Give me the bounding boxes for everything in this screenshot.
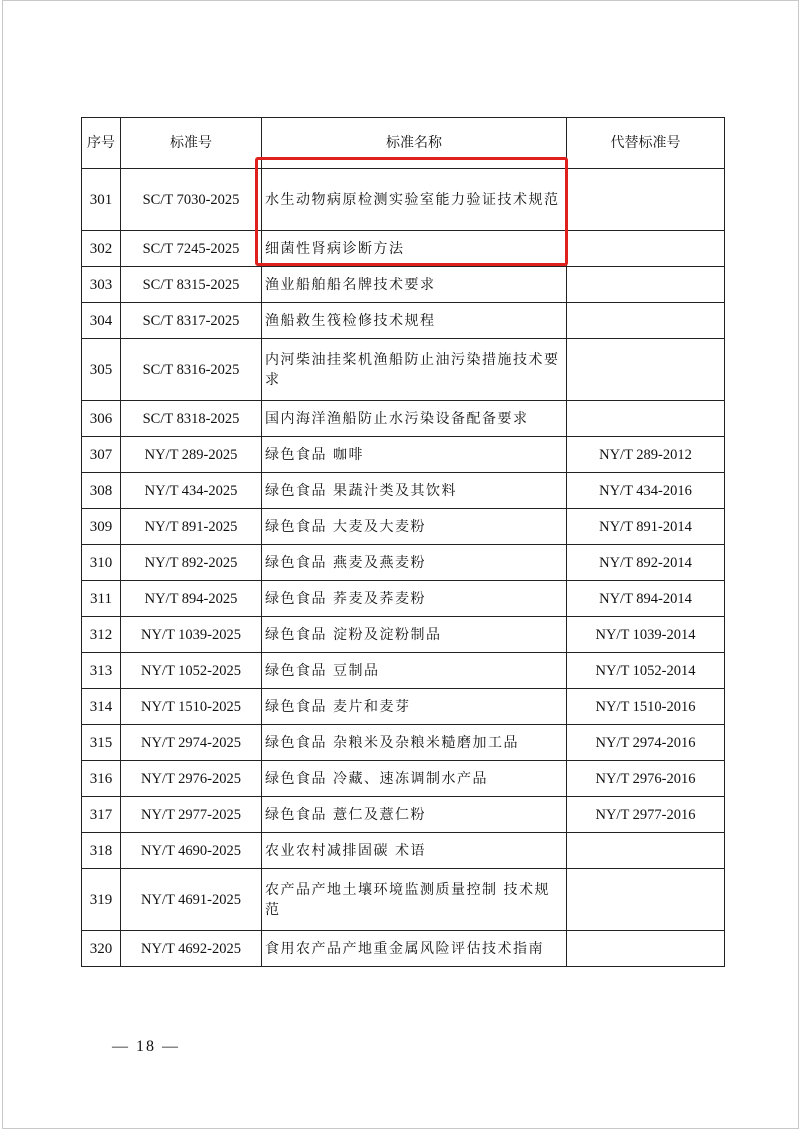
serial-cell: 311 xyxy=(82,581,121,617)
standard-code-cell: NY/T 4692-2025 xyxy=(121,931,262,967)
table-row xyxy=(82,581,725,617)
page-number: — 18 — xyxy=(112,1038,180,1055)
replaces-cell: NY/T 892-2014 xyxy=(567,545,725,581)
standard-code-cell: NY/T 892-2025 xyxy=(121,545,262,581)
standard-name-cell: 渔船救生筏检修技术规程 xyxy=(262,303,567,339)
header-standard-code: 标准号 xyxy=(121,118,262,169)
header-standard-name: 标准名称 xyxy=(262,118,567,169)
replaces-cell xyxy=(567,267,725,303)
serial-cell: 317 xyxy=(82,797,121,833)
standard-name-cell: 细菌性肾病诊断方法 xyxy=(262,231,567,267)
standard-name-cell: 绿色食品 麦片和麦芽 xyxy=(262,689,567,725)
serial-cell: 312 xyxy=(82,617,121,653)
table-row xyxy=(82,761,725,797)
replaces-cell xyxy=(567,931,725,967)
standard-code-cell: NY/T 434-2025 xyxy=(121,473,262,509)
serial-cell: 310 xyxy=(82,545,121,581)
table-row xyxy=(82,437,725,473)
replaces-cell xyxy=(567,169,725,231)
standard-name-cell: 绿色食品 果蔬汁类及其饮料 xyxy=(262,473,567,509)
standard-name-cell: 农产品产地土壤环境监测质量控制 技术规范 xyxy=(262,869,567,931)
replaces-cell xyxy=(567,339,725,401)
serial-cell: 302 xyxy=(82,231,121,267)
standard-name-cell: 绿色食品 豆制品 xyxy=(262,653,567,689)
standard-name-cell: 绿色食品 冷藏、速冻调制水产品 xyxy=(262,761,567,797)
replaces-cell xyxy=(567,869,725,931)
standard-code-cell: SC/T 7030-2025 xyxy=(121,169,262,231)
standard-name-cell: 绿色食品 大麦及大麦粉 xyxy=(262,509,567,545)
replaces-cell xyxy=(567,231,725,267)
table-row xyxy=(82,833,725,869)
standard-name-cell: 渔业船舶船名牌技术要求 xyxy=(262,267,567,303)
standard-code-cell: NY/T 2976-2025 xyxy=(121,761,262,797)
table-row xyxy=(82,653,725,689)
standard-name-cell: 绿色食品 燕麦及燕麦粉 xyxy=(262,545,567,581)
table-row xyxy=(82,725,725,761)
standard-name-cell: 内河柴油挂桨机渔船防止油污染措施技术要求 xyxy=(262,339,567,401)
standard-code-cell: NY/T 4690-2025 xyxy=(121,833,262,869)
table-row xyxy=(82,869,725,931)
replaces-cell: NY/T 891-2014 xyxy=(567,509,725,545)
standard-name-cell: 绿色食品 杂粮米及杂粮米糙磨加工品 xyxy=(262,725,567,761)
table-row xyxy=(82,339,725,401)
replaces-cell xyxy=(567,401,725,437)
serial-cell: 307 xyxy=(82,437,121,473)
replaces-cell: NY/T 2976-2016 xyxy=(567,761,725,797)
table-row xyxy=(82,545,725,581)
standard-code-cell: NY/T 1510-2025 xyxy=(121,689,262,725)
header-serial: 序号 xyxy=(82,118,121,169)
standard-code-cell: NY/T 289-2025 xyxy=(121,437,262,473)
standard-name-cell: 绿色食品 荞麦及荞麦粉 xyxy=(262,581,567,617)
standard-code-cell: SC/T 8317-2025 xyxy=(121,303,262,339)
replaces-cell xyxy=(567,833,725,869)
table-row xyxy=(82,617,725,653)
serial-cell: 319 xyxy=(82,869,121,931)
serial-cell: 314 xyxy=(82,689,121,725)
standard-code-cell: NY/T 894-2025 xyxy=(121,581,262,617)
table-row xyxy=(82,931,725,967)
standard-code-cell: NY/T 1052-2025 xyxy=(121,653,262,689)
replaces-cell: NY/T 894-2014 xyxy=(567,581,725,617)
replaces-cell: NY/T 434-2016 xyxy=(567,473,725,509)
highlight-box xyxy=(255,157,568,266)
table-row xyxy=(82,473,725,509)
table-row xyxy=(82,401,725,437)
standard-name-cell: 绿色食品 薏仁及薏仁粉 xyxy=(262,797,567,833)
standard-code-cell: NY/T 2974-2025 xyxy=(121,725,262,761)
standard-code-cell: SC/T 8318-2025 xyxy=(121,401,262,437)
serial-cell: 306 xyxy=(82,401,121,437)
serial-cell: 309 xyxy=(82,509,121,545)
standard-name-cell: 农业农村减排固碳 术语 xyxy=(262,833,567,869)
serial-cell: 308 xyxy=(82,473,121,509)
header-replaces: 代替标准号 xyxy=(567,118,725,169)
serial-cell: 313 xyxy=(82,653,121,689)
replaces-cell: NY/T 1039-2014 xyxy=(567,617,725,653)
replaces-cell: NY/T 2977-2016 xyxy=(567,797,725,833)
replaces-cell: NY/T 2974-2016 xyxy=(567,725,725,761)
serial-cell: 320 xyxy=(82,931,121,967)
serial-cell: 303 xyxy=(82,267,121,303)
standard-code-cell: SC/T 8315-2025 xyxy=(121,267,262,303)
replaces-cell: NY/T 1052-2014 xyxy=(567,653,725,689)
serial-cell: 305 xyxy=(82,339,121,401)
table-row xyxy=(82,267,725,303)
serial-cell: 301 xyxy=(82,169,121,231)
standard-code-cell: NY/T 2977-2025 xyxy=(121,797,262,833)
standard-code-cell: NY/T 1039-2025 xyxy=(121,617,262,653)
serial-cell: 316 xyxy=(82,761,121,797)
standard-code-cell: SC/T 8316-2025 xyxy=(121,339,262,401)
serial-cell: 318 xyxy=(82,833,121,869)
table-row xyxy=(82,303,725,339)
standard-name-cell: 水生动物病原检测实验室能力验证技术规范 xyxy=(262,169,567,231)
standard-code-cell: NY/T 4691-2025 xyxy=(121,869,262,931)
table-row xyxy=(82,797,725,833)
replaces-cell: NY/T 289-2012 xyxy=(567,437,725,473)
standard-name-cell: 食用农产品产地重金属风险评估技术指南 xyxy=(262,931,567,967)
replaces-cell xyxy=(567,303,725,339)
standard-code-cell: NY/T 891-2025 xyxy=(121,509,262,545)
table-body xyxy=(82,169,725,967)
standard-name-cell: 绿色食品 咖啡 xyxy=(262,437,567,473)
table-row xyxy=(82,509,725,545)
serial-cell: 304 xyxy=(82,303,121,339)
standard-name-cell: 国内海洋渔船防止水污染设备配备要求 xyxy=(262,401,567,437)
standard-name-cell: 绿色食品 淀粉及淀粉制品 xyxy=(262,617,567,653)
replaces-cell: NY/T 1510-2016 xyxy=(567,689,725,725)
standard-code-cell: SC/T 7245-2025 xyxy=(121,231,262,267)
serial-cell: 315 xyxy=(82,725,121,761)
table-row xyxy=(82,689,725,725)
